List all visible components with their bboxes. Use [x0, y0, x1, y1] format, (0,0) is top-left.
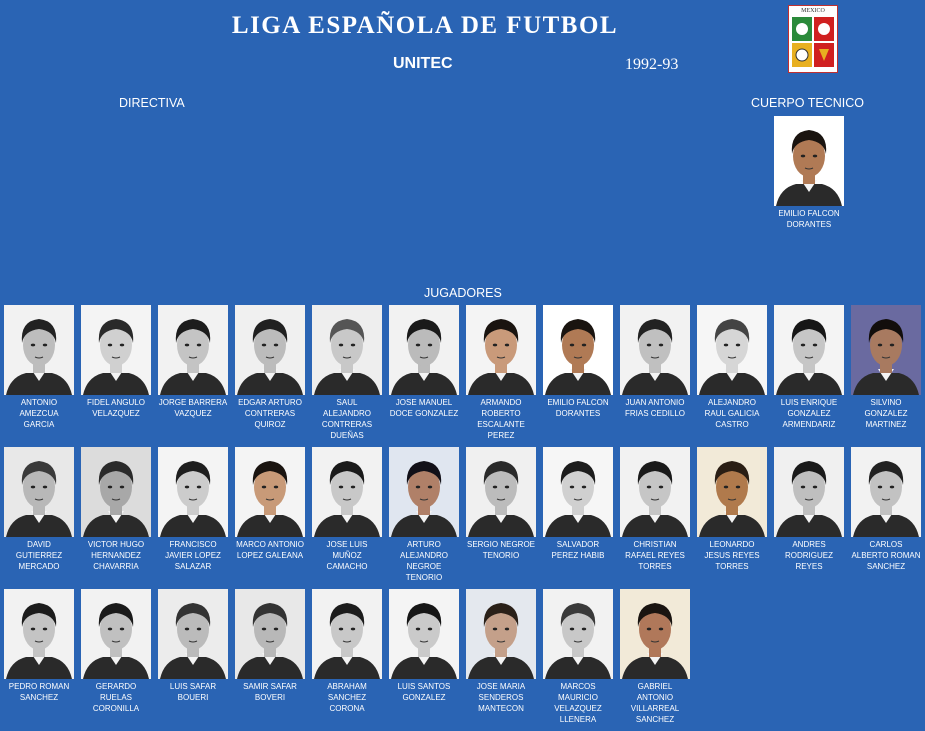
player-photo — [466, 447, 536, 537]
player-name: SILVINO GONZALEZ MARTINEZ — [864, 398, 908, 429]
player-name: ALEJANDRO RAUL GALICIA CASTRO — [704, 398, 760, 429]
player-card — [466, 589, 536, 714]
player-card — [620, 589, 690, 725]
player-name: JOSE MANUEL DOCE GONZALEZ — [389, 398, 459, 418]
coach-photo — [774, 116, 844, 206]
player-name: JOSE MARIA SENDEROS MANTECON — [476, 682, 526, 713]
player-photo — [774, 447, 844, 537]
player-name: SERGIO NEGROE TENORIO — [466, 540, 535, 560]
player-name: SAMIR SAFAR BOVERI — [243, 682, 297, 702]
portrait-image — [697, 305, 767, 395]
player-card — [543, 589, 613, 725]
player-name: ANTONIO AMEZCUA GARCIA — [19, 398, 59, 429]
player-name: FRANCISCO JAVIER LOPEZ SALAZAR — [165, 540, 221, 571]
player-photo — [235, 447, 305, 537]
player-photo — [235, 589, 305, 679]
player-photo — [81, 589, 151, 679]
player-photo — [466, 589, 536, 679]
player-photo — [466, 305, 536, 395]
player-photo — [851, 447, 921, 537]
player-name: EDGAR ARTURO CONTRERAS QUIROZ — [238, 398, 302, 429]
portrait-image — [851, 305, 921, 395]
player-photo — [235, 305, 305, 395]
player-card — [389, 447, 459, 583]
coach-name: EMILIO FALCON DORANTES — [778, 209, 840, 229]
player-name: MARCO ANTONIO LOPEZ GALEANA — [236, 540, 304, 560]
portrait-image — [158, 305, 228, 395]
player-photo — [81, 447, 151, 537]
portrait-image — [81, 447, 151, 537]
player-name: JUAN ANTONIO FRIAS CEDILLO — [624, 398, 685, 418]
player-photo — [697, 305, 767, 395]
player-card — [81, 305, 151, 419]
player-photo — [543, 447, 613, 537]
player-card — [466, 305, 536, 441]
portrait-image — [81, 589, 151, 679]
player-card — [235, 305, 305, 430]
player-photo — [543, 589, 613, 679]
player-card — [620, 447, 690, 572]
player-name: LUIS ENRIQUE GONZALEZ ARMENDARIZ — [780, 398, 838, 429]
player-card — [312, 305, 382, 441]
player-card — [81, 447, 151, 572]
season-label: 1992-93 — [625, 56, 679, 73]
player-name: ANDRES RODRIGUEZ REYES — [785, 540, 833, 571]
player-card — [543, 447, 613, 561]
portrait-image — [312, 305, 382, 395]
player-card — [389, 589, 459, 703]
player-photo — [389, 305, 459, 395]
portrait-image — [620, 447, 690, 537]
player-photo — [158, 305, 228, 395]
portrait-image — [620, 589, 690, 679]
player-name: EMILIO FALCON DORANTES — [547, 398, 609, 418]
player-card — [312, 447, 382, 572]
portrait-image — [81, 305, 151, 395]
portrait-image — [466, 447, 536, 537]
player-photo — [620, 305, 690, 395]
portrait-image — [543, 305, 613, 395]
player-name: LUIS SANTOS GONZALEZ — [397, 682, 451, 702]
player-name: VICTOR HUGO HERNANDEZ CHAVARRIA — [87, 540, 145, 571]
section-directiva: DIRECTIVA — [119, 96, 185, 110]
portrait-image — [235, 589, 305, 679]
player-name: CHRISTIAN RAFAEL REYES TORRES — [625, 540, 685, 571]
team-name: UNITEC — [393, 55, 453, 72]
player-photo — [81, 305, 151, 395]
portrait-image — [389, 447, 459, 537]
player-photo — [389, 447, 459, 537]
portrait-image — [4, 447, 74, 537]
portrait-image — [235, 305, 305, 395]
player-photo — [158, 589, 228, 679]
portrait-image — [4, 589, 74, 679]
player-card — [4, 589, 74, 703]
player-card — [466, 447, 536, 561]
player-photo — [312, 305, 382, 395]
player-name: LEONARDO JESUS REYES TORRES — [704, 540, 760, 571]
player-card — [312, 589, 382, 714]
portrait-image — [312, 589, 382, 679]
player-name: JORGE BARRERA VAZQUEZ — [158, 398, 228, 418]
player-name: GERARDO RUELAS CORONILLA — [92, 682, 140, 713]
player-card — [697, 447, 767, 572]
player-name: ARMANDO ROBERTO ESCALANTE PEREZ — [477, 398, 525, 440]
player-name: CARLOS ALBERTO ROMAN SANCHEZ — [851, 540, 921, 571]
player-card — [158, 589, 228, 703]
player-photo — [312, 447, 382, 537]
player-name: PEDRO ROMAN SANCHEZ — [8, 682, 70, 702]
player-card — [81, 589, 151, 714]
player-photo — [851, 305, 921, 395]
player-photo — [158, 447, 228, 537]
portrait-image — [466, 589, 536, 679]
coach-card — [774, 116, 844, 230]
player-card — [774, 447, 844, 572]
player-photo — [620, 447, 690, 537]
player-name: FIDEL ANGULO VELAZQUEZ — [87, 398, 145, 418]
portrait-image — [312, 447, 382, 537]
portrait-image — [389, 305, 459, 395]
player-name: MARCOS MAURICIO VELAZQUEZ LLENERA — [554, 682, 602, 724]
portrait-image — [774, 447, 844, 537]
portrait-image — [158, 589, 228, 679]
player-card — [235, 589, 305, 703]
player-photo — [4, 447, 74, 537]
portrait-image — [158, 447, 228, 537]
portrait-image — [4, 305, 74, 395]
player-card — [774, 305, 844, 430]
player-name: ARTURO ALEJANDRO NEGROE TENORIO — [399, 540, 448, 582]
portrait-image — [235, 447, 305, 537]
player-card — [543, 305, 613, 419]
player-card — [389, 305, 459, 419]
player-card — [158, 305, 228, 419]
player-photo — [389, 589, 459, 679]
portrait-image — [697, 447, 767, 537]
player-name: SALVADOR PEREZ HABIB — [551, 540, 605, 560]
player-name: ABRAHAM SANCHEZ CORONA — [327, 682, 367, 713]
portrait-image — [851, 447, 921, 537]
player-card — [4, 447, 74, 572]
portrait-image — [774, 305, 844, 395]
mexico-crest-logo — [788, 5, 838, 73]
crest-label: MEXICO — [801, 8, 825, 14]
portrait-image — [774, 116, 844, 206]
player-photo — [620, 589, 690, 679]
player-card — [620, 305, 690, 419]
section-cuerpo-tecnico: CUERPO TECNICO — [751, 96, 864, 110]
crest-emblem-icon — [789, 15, 837, 73]
player-photo — [774, 305, 844, 395]
player-photo — [543, 305, 613, 395]
player-photo — [4, 305, 74, 395]
player-name: LUIS SAFAR BOUERI — [169, 682, 217, 702]
player-card — [851, 447, 921, 572]
player-card — [697, 305, 767, 430]
portrait-image — [620, 305, 690, 395]
player-name: GABRIEL ANTONIO VILLARREAL SANCHEZ — [630, 682, 680, 724]
player-card — [235, 447, 305, 561]
page-title: LIGA ESPAÑOLA DE FUTBOL — [231, 12, 619, 39]
player-photo — [697, 447, 767, 537]
portrait-image — [543, 589, 613, 679]
portrait-image — [389, 589, 459, 679]
player-photo — [4, 589, 74, 679]
portrait-image — [466, 305, 536, 395]
portrait-image — [543, 447, 613, 537]
player-name: DAVID GUTIERREZ MERCADO — [15, 540, 63, 571]
player-name: JOSE LUIS MUÑOZ CAMACHO — [326, 540, 368, 571]
player-name: SAUL ALEJANDRO CONTRERAS DUEÑAS — [321, 398, 373, 440]
player-card — [158, 447, 228, 572]
player-card — [851, 305, 921, 430]
section-jugadores: JUGADORES — [424, 286, 502, 300]
player-card — [4, 305, 74, 430]
player-photo — [312, 589, 382, 679]
